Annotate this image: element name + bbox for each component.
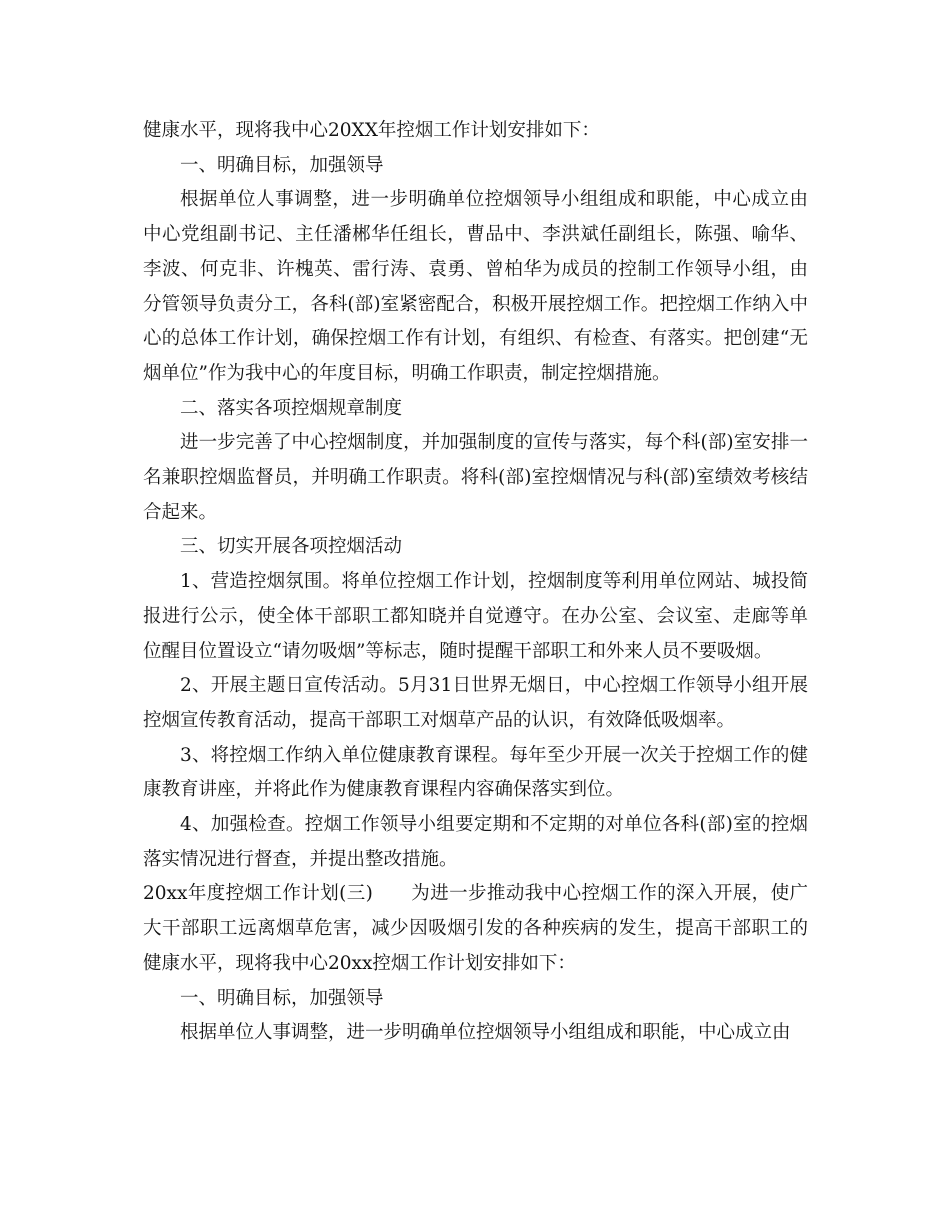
- paragraph-leadership-repeat: 根据单位人事调整，进一步明确单位控烟领导小组组成和职能，中心成立由: [180, 1022, 791, 1044]
- paragraph-activity-3: 3、将控烟工作纳入单位健康教育课程。每年至少开展一次关于控烟工作的健康教育讲座，并将此作为健康教育课程内容确保落实到位。: [143, 744, 808, 801]
- paragraph-activity-1: 1、营造控烟氛围。将单位控烟工作计划，控烟制度等利用单位网站、城投简报进行公示，使全体干部职工都知晓并自觉遵守。在办公室、会议室、走廊等单位醒目位置设立“请勿吸烟”等标志，随时提醒干部职工和外来人员不要吸烟。: [143, 571, 808, 662]
- section-title: 20xx年度控烟工作计划(三): [143, 883, 373, 905]
- section-heading-rules: 二、落实各项控烟规章制度: [180, 397, 403, 419]
- paragraph-intro-tail: 健康水平，现将我中心20XX年控烟工作计划安排如下：: [143, 120, 600, 141]
- paragraph-section-three: [143, 877, 808, 981]
- document-body: [143, 114, 808, 1051]
- section-heading-goals-repeat: 一、明确目标，加强领导: [180, 987, 384, 1009]
- section-heading-goals: 一、明确目标，加强领导: [180, 154, 384, 176]
- paragraph-activity-2: 2、开展主题日宣传活动。5月31日世界无烟日，中心控烟工作领导小组开展控烟宣传教育活动，提高干部职工对烟草产品的认识，有效降低吸烟率。: [143, 675, 808, 731]
- paragraph-activity-4: 4、加强检查。控烟工作领导小组要定期和不定期的对单位各科(部)室的控烟落实情况进行督查，并提出整改措施。: [143, 814, 808, 870]
- section-heading-activities: 三、切实开展各项控烟活动: [180, 536, 403, 558]
- section-intro: 为进一步推动我中心控烟工作的深入开展，使广大干部职工远离烟草危害，减少因吸烟引发的各种疾病的发生，提高干部职工的健康水平，现将我中心20xx控烟工作计划安排如下：: [143, 883, 809, 974]
- paragraph-rules: 进一步完善了中心控烟制度，并加强制度的宣传与落实，每个科(部)室安排一名兼职控烟监督员，并明确工作职责。将科(部)室控烟情况与科(部)室绩效考核结合起来。: [143, 432, 808, 523]
- paragraph-leadership: 根据单位人事调整，进一步明确单位控烟领导小组组成和职能，中心成立由中心党组副书记、主任潘郴华任组长，曹品中、李洪斌任副组长，陈强、喻华、李波、何克非、许槐英、雷行涛、袁勇、曾柏华为成员的控制工作领导小组，由分管领导负责分工，各科(部)室紧密配合，积极开展控烟工作。把控烟工作纳入中心的总体工作计划，确保控烟工作有计划，有组织、有检查、有落实。把创建“无烟单位”作为我中心的年度目标，明确工作职责，制定控烟措施。: [143, 189, 808, 384]
